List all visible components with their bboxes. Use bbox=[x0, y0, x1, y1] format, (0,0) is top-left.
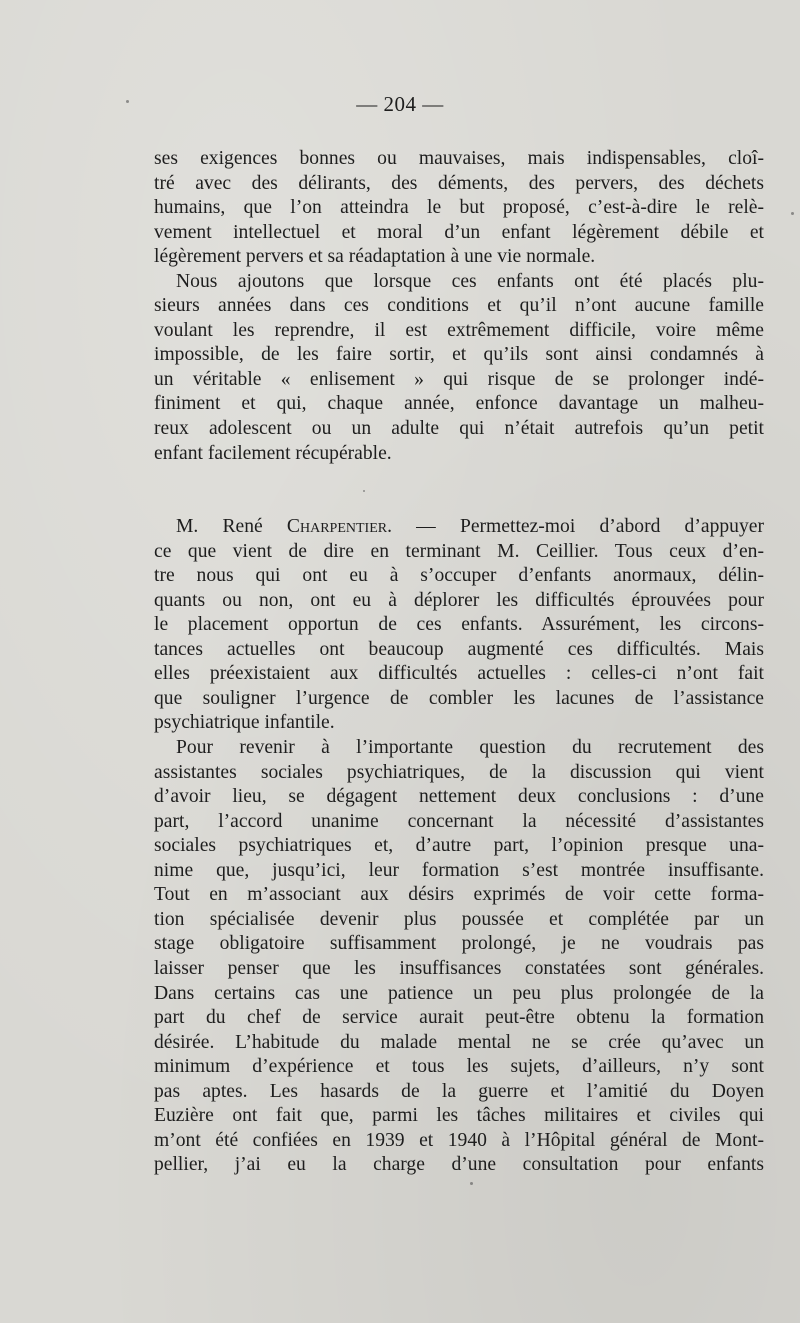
text-line: elles préexistaient aux difficultés actuelles : celles-ci n’ont fait bbox=[154, 663, 764, 685]
text-line: pas aptes. Les hasards de la guerre et l’amitié du Doyen bbox=[154, 1080, 764, 1102]
text-line: humains, que l’on atteindra le but proposé, c’est-à-dire le relè- bbox=[154, 197, 764, 219]
text-line: vement intellectuel et moral d’un enfant légèrement débile et bbox=[154, 221, 764, 243]
text-line: désirée. L’habitude du malade mental ne se crée qu’avec un bbox=[154, 1031, 764, 1053]
text-line: tion spécialisée devenir plus poussée et complétée par un bbox=[154, 908, 764, 930]
text-line: Nous ajoutons que lorsque ces enfants ont été placés plu- bbox=[176, 270, 764, 292]
text-line: un véritable « enlisement » qui risque de se prolonger indé- bbox=[154, 368, 764, 390]
paper-speck bbox=[126, 100, 129, 103]
paper-speck bbox=[363, 490, 365, 492]
text-line: nime que, jusqu’ici, leur formation s’est montrée insuffisante. bbox=[154, 859, 764, 881]
paper-speck bbox=[470, 1182, 473, 1185]
text-line: minimum d’expérience et tous les sujets, d’ailleurs, n’y sont bbox=[154, 1056, 764, 1078]
body-text bbox=[154, 147, 764, 1178]
section-gap bbox=[154, 466, 764, 515]
speaker-line bbox=[154, 515, 764, 540]
text-line: m’ont été confiées en 1939 et 1940 à l’Hôpital général de Mont- bbox=[154, 1129, 764, 1151]
text-line: impossible, de les faire sortir, et qu’ils sont ainsi condamnés à bbox=[154, 344, 764, 366]
text-line: sociales psychiatriques et, d’autre part, l’opinion presque una- bbox=[154, 835, 764, 857]
text-line: sieurs années dans ces conditions et qu’il n’ont aucune famille bbox=[154, 295, 764, 317]
text-line: ce que vient de dire en terminant M. Ceillier. Tous ceux d’en- bbox=[154, 540, 764, 562]
speaker-name: Charpentier bbox=[286, 516, 388, 538]
speaker-prefix: M. René bbox=[176, 516, 287, 538]
text-line: tances actuelles ont beaucoup augmenté ces difficultés. Mais bbox=[154, 638, 764, 660]
text-line: tré avec des délirants, des déments, des pervers, des déchets bbox=[154, 172, 764, 194]
page-number: — 204 — bbox=[356, 92, 444, 116]
text-line: enfant facilement récupérable. bbox=[154, 442, 392, 464]
paragraph-4 bbox=[154, 736, 764, 1178]
text-line: quants ou non, ont eu à déplorer les difficultés éprouvées pour bbox=[154, 589, 764, 611]
text-line: Dans certains cas une patience un peu plus prolongée de la bbox=[154, 982, 764, 1004]
text-line: finiment et qui, chaque année, enfonce davantage un malheu- bbox=[154, 393, 764, 415]
text-line: ses exigences bonnes ou mauvaises, mais indispensables, cloî- bbox=[154, 148, 764, 169]
text-line: voulant les reprendre, il est extrêmement difficile, voire même bbox=[154, 319, 764, 341]
paragraph-2 bbox=[154, 270, 764, 466]
text-line: assistantes sociales psychiatriques, de la discussion qui vient bbox=[154, 761, 764, 783]
text-line: laisser penser que les insuffisances constatées sont générales. bbox=[154, 957, 764, 979]
speaker-suffix: . — Permettez-moi d’abord d’appuyer bbox=[387, 516, 764, 538]
text-line: reux adolescent ou un adulte qui n’était autrefois qu’un petit bbox=[154, 418, 764, 440]
text-line: Pour revenir à l’importante question du recrutement des bbox=[176, 737, 764, 759]
text-line: Tout en m’associant aux désirs exprimés de voir cette forma- bbox=[154, 884, 764, 906]
text-line: légèrement pervers et sa réadaptation à une vie normale. bbox=[154, 246, 596, 268]
text-line: tre nous qui ont eu à s’occuper d’enfants anormaux, délin- bbox=[154, 565, 764, 587]
text-line: d’avoir lieu, se dégagent nettement deux conclusions : d’une bbox=[154, 786, 764, 808]
paragraph-1 bbox=[154, 147, 764, 270]
text-line: le placement opportun de ces enfants. Assurément, les circons- bbox=[154, 614, 764, 636]
paragraph-3 bbox=[154, 515, 764, 736]
text-line: part, l’accord unanime concernant la nécessité d’assistantes bbox=[154, 810, 764, 832]
text-line: pellier, j’ai eu la charge d’une consultation pour enfants bbox=[154, 1154, 764, 1176]
text-line: psychiatrique infantile. bbox=[154, 712, 335, 734]
text-line: Euzière ont fait que, parmi les tâches militaires et civiles qui bbox=[154, 1105, 764, 1127]
text-line: stage obligatoire suffisamment prolongé, je ne voudrais pas bbox=[154, 933, 764, 955]
text-line: part du chef de service aurait peut-être obtenu la formation bbox=[154, 1007, 764, 1029]
paper-speck bbox=[791, 212, 794, 215]
text-line: que souligner l’urgence de combler les lacunes de l’assistance bbox=[154, 687, 764, 709]
